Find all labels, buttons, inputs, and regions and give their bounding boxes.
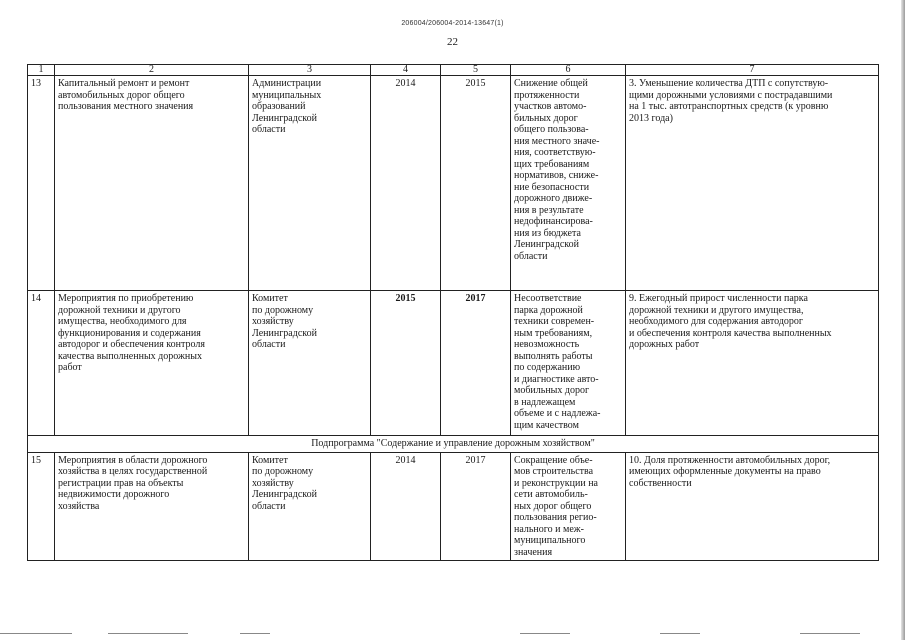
text-line: пользования регио- bbox=[514, 512, 597, 523]
text-line: 2013 года) bbox=[629, 112, 673, 124]
text-line: дорожного движе- bbox=[514, 193, 593, 204]
text-line: щими дорожными условиями с пострадавшими bbox=[629, 89, 833, 101]
text-line: щих требованиям bbox=[514, 158, 590, 170]
text-line: протяженности bbox=[514, 89, 580, 101]
executor bbox=[249, 452, 371, 561]
table-row bbox=[28, 76, 879, 291]
text-line: сети автомобиль- bbox=[514, 489, 588, 500]
indicator bbox=[626, 452, 879, 561]
header-cell: 4 bbox=[371, 65, 441, 76]
text-line: имеющих оформленные документы на право bbox=[629, 466, 821, 477]
document-id: 206004/206004-2014-13647(1) bbox=[401, 20, 504, 27]
consequences bbox=[511, 452, 626, 561]
text-line: хозяйства bbox=[58, 500, 100, 512]
text-line: нормативов, сниже- bbox=[514, 170, 599, 181]
text-line: автомобильных дорог общего bbox=[58, 89, 185, 101]
scan-artifact-line bbox=[800, 633, 860, 634]
text-line: на 1 тыс. автотранспортных средств (к уровню bbox=[629, 101, 829, 112]
text-line: бильных дорог bbox=[514, 112, 578, 124]
text-line: области bbox=[252, 339, 286, 350]
table-row bbox=[28, 291, 879, 436]
text-line: участков автомо- bbox=[514, 101, 587, 112]
text-line: щим качеством bbox=[514, 419, 579, 431]
row-number: 14 bbox=[28, 291, 55, 436]
text-line: области bbox=[252, 500, 286, 512]
text-line: мобильных дорог bbox=[514, 385, 590, 396]
text-line: Комитет bbox=[252, 293, 288, 304]
text-line: хозяйству bbox=[252, 477, 294, 489]
text-line: выполнять работы bbox=[514, 350, 593, 362]
end-year: 2015 bbox=[441, 76, 511, 291]
text-line: ния местного значе- bbox=[514, 135, 600, 147]
row-number: 13 bbox=[28, 76, 55, 291]
start-year: 2014 bbox=[371, 76, 441, 291]
text-line: ных дорог общего bbox=[514, 500, 592, 512]
text-line: собственности bbox=[629, 477, 692, 489]
text-line: 10. Доля протяженности автомобильных дорог, bbox=[629, 454, 831, 466]
text-line: 9. Ежегодный прирост численности парка bbox=[629, 293, 808, 304]
consequences bbox=[511, 291, 626, 436]
row-number: 15 bbox=[28, 452, 55, 561]
text-line: Сокращение объе- bbox=[514, 454, 593, 466]
measure-name bbox=[55, 76, 249, 291]
text-line: автодорог и обеспечения контроля bbox=[58, 339, 205, 350]
subprogram-title: Подпрограмма "Содержание и управление дорожным хозяйством" bbox=[28, 436, 879, 453]
indicator bbox=[626, 291, 879, 436]
text-line: ние безопасности bbox=[514, 181, 590, 193]
text-line: дорожных работ bbox=[629, 339, 700, 350]
scan-artifact-line bbox=[240, 633, 270, 634]
text-line: Ленинградской bbox=[514, 239, 579, 250]
text-line: дорожной техники и другого имущества, bbox=[629, 304, 804, 316]
indicator bbox=[626, 76, 879, 291]
scan-artifact-line bbox=[660, 633, 700, 634]
header-row bbox=[28, 65, 879, 76]
executor bbox=[249, 291, 371, 436]
text-line: значения bbox=[514, 546, 553, 558]
text-line: образований bbox=[252, 101, 306, 112]
text-line: дорожной техники и другого bbox=[58, 304, 181, 316]
text-line: 3. Уменьшение количества ДТП с сопутствую- bbox=[629, 78, 829, 89]
text-line: Ленинградской bbox=[252, 489, 317, 500]
text-line: и диагностике авто- bbox=[514, 373, 599, 385]
header-cell: 7 bbox=[626, 65, 879, 76]
text-line: качества выполненных дорожных bbox=[58, 350, 202, 362]
header-cell: 1 bbox=[28, 65, 55, 76]
text-line: Администрации bbox=[252, 78, 322, 89]
text-line: ния, соответствую- bbox=[514, 147, 596, 158]
text-line: мов строительства bbox=[514, 466, 594, 477]
text-line: хозяйства в целях государственной bbox=[58, 466, 208, 477]
text-line: муниципальных bbox=[252, 89, 322, 101]
text-line: невозможность bbox=[514, 339, 580, 350]
text-line: и реконструкции на bbox=[514, 477, 598, 489]
header-cell: 5 bbox=[441, 65, 511, 76]
program-table bbox=[27, 64, 879, 561]
text-line: парка дорожной bbox=[514, 304, 583, 316]
text-line: муниципального bbox=[514, 535, 586, 546]
text-line: функционирования и содержания bbox=[58, 327, 201, 339]
header-cell: 6 bbox=[511, 65, 626, 76]
page-number: 22 bbox=[447, 36, 458, 48]
text-line: недофинансирова- bbox=[514, 216, 593, 227]
text-line: ным требованиям, bbox=[514, 327, 593, 339]
end-year: 2017 bbox=[441, 291, 511, 436]
text-line: Снижение общей bbox=[514, 78, 588, 89]
text-line: Капитальный ремонт и ремонт bbox=[58, 78, 190, 89]
text-line: техники современ- bbox=[514, 316, 595, 327]
text-line: ния из бюджета bbox=[514, 227, 581, 239]
text-line: общего пользова- bbox=[514, 124, 589, 135]
scan-artifact-line bbox=[0, 633, 72, 634]
text-line: и обеспечения контроля качества выполненных bbox=[629, 327, 832, 339]
text-line: области bbox=[252, 124, 286, 135]
text-line: в надлежащем bbox=[514, 396, 576, 408]
text-line: работ bbox=[58, 362, 82, 373]
text-line: области bbox=[514, 250, 548, 262]
text-line: ния в результате bbox=[514, 204, 584, 216]
text-line: пользования местного значения bbox=[58, 101, 194, 112]
text-line: имущества, необходимого для bbox=[58, 316, 187, 327]
scan-edge bbox=[901, 0, 905, 640]
executor bbox=[249, 76, 371, 291]
scan-artifact-line bbox=[108, 633, 188, 634]
text-line: недвижимости дорожного bbox=[58, 489, 170, 500]
text-line: объеме и с надлежа- bbox=[514, 408, 601, 419]
text-line: по содержанию bbox=[514, 362, 581, 373]
text-line: необходимого для содержания автодорог bbox=[629, 316, 804, 327]
header-cell: 2 bbox=[55, 65, 249, 76]
text-line: нального и меж- bbox=[514, 523, 584, 535]
text-line: Комитет bbox=[252, 454, 288, 466]
end-year: 2017 bbox=[441, 452, 511, 561]
text-line: Ленинградской bbox=[252, 112, 317, 124]
text-line: Мероприятия в области дорожного bbox=[58, 454, 208, 466]
measure-name bbox=[55, 452, 249, 561]
text-line: по дорожному bbox=[252, 466, 314, 477]
text-line: регистрации прав на объекты bbox=[58, 477, 184, 489]
consequences bbox=[511, 76, 626, 291]
text-line: хозяйству bbox=[252, 316, 294, 327]
measure-name bbox=[55, 291, 249, 436]
table-row bbox=[28, 452, 879, 561]
start-year: 2015 bbox=[371, 291, 441, 436]
text-line: Несоответствие bbox=[514, 293, 582, 304]
header-cell: 3 bbox=[249, 65, 371, 76]
text-line: Ленинградской bbox=[252, 327, 317, 339]
text-line: по дорожному bbox=[252, 304, 314, 316]
start-year: 2014 bbox=[371, 452, 441, 561]
scan-artifact-line bbox=[520, 633, 570, 634]
subprogram-row bbox=[28, 436, 879, 453]
text-line: Мероприятия по приобретению bbox=[58, 293, 194, 304]
